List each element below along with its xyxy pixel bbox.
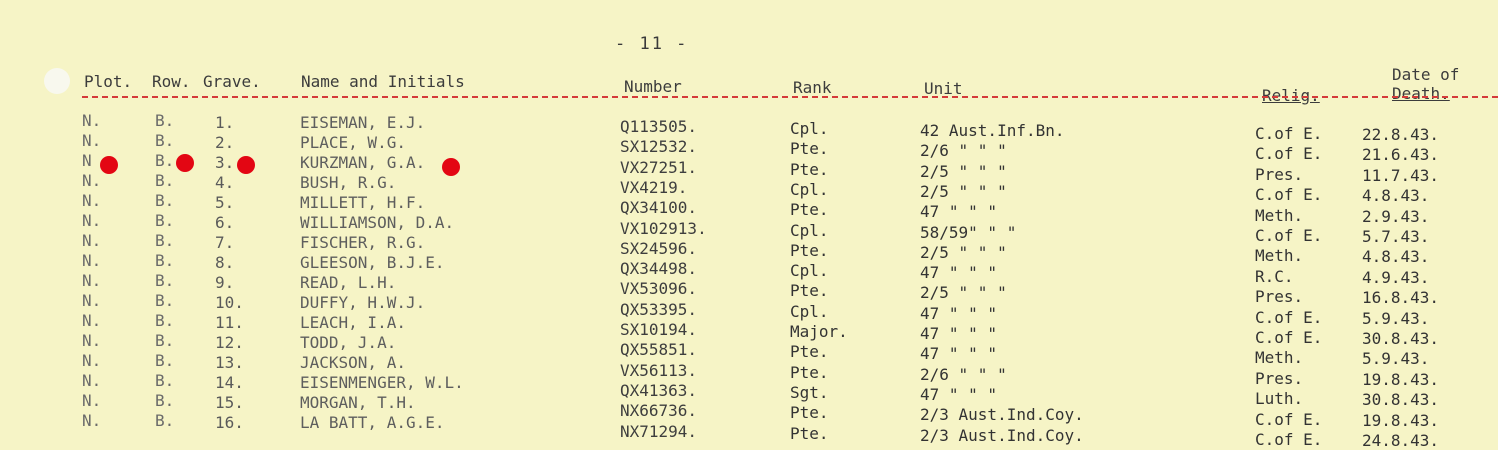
cell-row: B. xyxy=(155,271,175,290)
paper-hole-mark xyxy=(44,68,70,94)
cell-date: 19.8.43. xyxy=(1362,410,1440,430)
cell-plot: N. xyxy=(82,191,102,210)
cell-number: VX53096. xyxy=(620,279,698,299)
cell-number: SX24596. xyxy=(620,238,698,258)
cell-name: EISENMENGER, W.L. xyxy=(300,373,464,392)
header-unit: Unit xyxy=(924,79,963,98)
cell-plot: N. xyxy=(82,311,102,330)
cell-row: B. xyxy=(155,311,175,330)
cell-date: 11.7.43. xyxy=(1362,165,1440,185)
cell-relig: Pres. xyxy=(1255,164,1304,184)
cell-grave: 10. xyxy=(215,293,244,312)
cell-rank: Cpl. xyxy=(790,261,829,281)
cell-rank: Sgt. xyxy=(790,382,829,402)
cell-name: TODD, J.A. xyxy=(300,333,397,352)
cell-relig: Luth. xyxy=(1255,389,1304,409)
cell-date: 30.8.43. xyxy=(1362,390,1440,410)
cell-unit: 2/5 " " " xyxy=(920,161,1007,181)
cell-relig: C.of E. xyxy=(1255,307,1323,327)
cell-row: B. xyxy=(155,391,175,410)
cell-grave: 1. xyxy=(215,113,235,132)
header-rank: Rank xyxy=(793,78,832,97)
cell-date: 5.9.43. xyxy=(1362,349,1430,369)
cell-grave: 9. xyxy=(215,273,235,292)
cell-unit: 58/59" " " xyxy=(920,222,1017,242)
cell-unit: 2/6 " " " xyxy=(920,364,1007,384)
cell-plot: N. xyxy=(82,111,102,130)
cell-relig: C.of E. xyxy=(1255,124,1323,143)
header-relig: Relig. xyxy=(1262,86,1320,105)
cell-rank: Cpl. xyxy=(790,119,829,138)
cell-name: MILLETT, H.F. xyxy=(300,193,426,212)
header-date-line1: Date of xyxy=(1392,65,1460,84)
page-number: - 11 - xyxy=(615,34,689,54)
cell-unit: 47 " " " xyxy=(920,303,998,323)
cell-rank: Pte. xyxy=(790,281,829,301)
cell-plot: N. xyxy=(82,291,102,310)
cell-name: PLACE, W.G. xyxy=(300,133,406,152)
cell-relig: Meth. xyxy=(1255,348,1304,368)
cell-relig: C.of E. xyxy=(1255,328,1323,347)
header-number: Number xyxy=(624,77,682,96)
cell-name: WILLIAMSON, D.A. xyxy=(300,213,455,232)
cell-number: SX10194. xyxy=(620,320,698,339)
cell-date: 4.8.43. xyxy=(1362,247,1430,267)
cell-name: GLEESON, B.J.E. xyxy=(300,253,445,272)
cell-unit: 47 " " " xyxy=(920,202,998,222)
cell-row: B. xyxy=(155,231,175,250)
cell-name: FISCHER, R.G. xyxy=(300,233,426,252)
cell-number: VX4219. xyxy=(620,177,688,197)
cell-plot: N. xyxy=(82,271,102,290)
cell-grave: 3. xyxy=(215,153,235,172)
cell-unit: 47 " " " xyxy=(920,263,998,283)
cell-name: BUSH, R.G. xyxy=(300,173,397,192)
cell-grave: 6. xyxy=(215,213,235,232)
cell-unit: 2/5 " " " xyxy=(920,181,1007,201)
cell-relig: C.of E. xyxy=(1255,144,1323,164)
cell-relig: C.of E. xyxy=(1255,409,1323,429)
cell-unit: 2/3 Aust.Ind.Coy. xyxy=(920,425,1084,445)
cell-plot: N. xyxy=(82,371,102,390)
red-marker-dot xyxy=(176,154,194,172)
cell-name: READ, L.H. xyxy=(300,273,397,292)
cell-name: LA BATT, A.G.E. xyxy=(300,413,445,432)
cell-rank: Cpl. xyxy=(790,301,829,321)
header-plot: Plot. xyxy=(84,72,133,91)
cell-date: 22.8.43. xyxy=(1362,125,1440,144)
cell-number: QX55851. xyxy=(620,340,698,360)
cell-date: 5.9.43. xyxy=(1362,308,1430,328)
cell-row: B. xyxy=(155,151,175,170)
cell-row: B. xyxy=(155,331,175,350)
cell-plot: N. xyxy=(82,351,102,370)
cell-row: B. xyxy=(155,171,175,190)
cell-unit: 2/3 Aust.Ind.Coy. xyxy=(920,405,1084,425)
cell-grave: 7. xyxy=(215,233,235,252)
cell-date: 4.9.43. xyxy=(1362,267,1430,287)
cell-date: 2.9.43. xyxy=(1362,206,1430,226)
cell-number: NX71294. xyxy=(620,421,698,441)
cell-date: 19.8.43. xyxy=(1362,369,1440,389)
cell-rank: Pte. xyxy=(790,362,829,382)
cell-rank: Cpl. xyxy=(790,179,829,199)
cell-unit: 47 " " " xyxy=(920,324,998,343)
cell-plot: N. xyxy=(82,171,102,190)
cell-rank: Pte. xyxy=(790,159,829,179)
cell-rank: Pte. xyxy=(790,403,829,423)
red-marker-dot xyxy=(237,156,255,174)
cell-number: Q113505. xyxy=(620,117,698,136)
cell-rank: Cpl. xyxy=(790,220,829,240)
cell-number: QX34498. xyxy=(620,259,698,279)
cell-grave: 14. xyxy=(215,373,244,392)
header-rule xyxy=(82,96,1498,98)
cell-relig: R.C. xyxy=(1255,266,1294,286)
cell-number: VX27251. xyxy=(620,157,698,177)
cell-date: 21.6.43. xyxy=(1362,145,1440,165)
cell-grave: 2. xyxy=(215,133,235,152)
cell-grave: 16. xyxy=(215,413,244,432)
cell-unit: 47 " " " xyxy=(920,384,998,404)
cell-row: B. xyxy=(155,371,175,390)
header-row: Row. xyxy=(152,72,191,91)
header-grave: Grave. xyxy=(203,72,261,91)
cell-plot: N. xyxy=(82,131,102,150)
cell-row: B. xyxy=(155,131,175,150)
cell-number: VX102913. xyxy=(620,218,707,238)
cell-name: EISEMAN, E.J. xyxy=(300,113,426,132)
cell-relig: Meth. xyxy=(1255,246,1304,266)
cell-date: 5.7.43. xyxy=(1362,227,1430,246)
red-marker-dot xyxy=(442,158,460,176)
cell-plot: N. xyxy=(82,251,102,270)
cell-grave: 13. xyxy=(215,353,244,372)
cell-row: B. xyxy=(155,111,175,130)
cell-row: B. xyxy=(155,251,175,270)
cell-relig: C.of E. xyxy=(1255,430,1323,449)
cell-grave: 11. xyxy=(215,313,244,332)
cell-grave: 4. xyxy=(215,173,235,192)
cell-plot: N. xyxy=(82,211,102,230)
cell-unit: 42 Aust.Inf.Bn. xyxy=(920,121,1065,140)
cell-unit: 2/5 " " " xyxy=(920,283,1007,303)
header-name: Name and Initials xyxy=(301,72,465,91)
cell-grave: 12. xyxy=(215,333,244,352)
cell-name: LEACH, I.A. xyxy=(300,313,406,332)
cell-relig: C.of E. xyxy=(1255,226,1323,245)
cell-plot: N xyxy=(82,151,92,170)
cell-number: QX41363. xyxy=(620,380,698,400)
cell-grave: 5. xyxy=(215,193,235,212)
cell-name: MORGAN, T.H. xyxy=(300,393,416,412)
cell-row: B. xyxy=(155,211,175,230)
cell-rank: Pte. xyxy=(790,200,829,220)
cell-rank: Pte. xyxy=(790,423,829,443)
cell-rank: Pte. xyxy=(790,139,829,159)
cell-rank: Pte. xyxy=(790,342,829,362)
cell-plot: N. xyxy=(82,231,102,250)
cell-date: 4.8.43. xyxy=(1362,186,1430,206)
cell-name: JACKSON, A. xyxy=(300,353,406,372)
cell-unit: 2/6 " " " xyxy=(920,141,1007,161)
header-date-line2: Death. xyxy=(1392,84,1450,103)
cell-number: NX66736. xyxy=(620,401,698,421)
cell-number: SX12532. xyxy=(620,137,698,157)
cell-name: DUFFY, H.W.J. xyxy=(300,293,426,312)
cell-relig: Pres. xyxy=(1255,368,1304,388)
cell-date: 16.8.43. xyxy=(1362,288,1440,308)
cell-relig: Meth. xyxy=(1255,205,1304,225)
cell-row: B. xyxy=(155,191,175,210)
cell-row: B. xyxy=(155,351,175,370)
cell-row: B. xyxy=(155,411,175,430)
cell-number: QX53395. xyxy=(620,299,698,319)
cell-plot: N. xyxy=(82,411,102,430)
cell-number: VX56113. xyxy=(620,360,698,380)
cell-rank: Pte. xyxy=(790,240,829,260)
cell-rank: Major. xyxy=(790,322,848,341)
cell-relig: Pres. xyxy=(1255,287,1304,307)
cell-date: 24.8.43. xyxy=(1362,431,1440,450)
cell-plot: N. xyxy=(82,391,102,410)
red-marker-dot xyxy=(100,156,118,174)
cell-date: 30.8.43. xyxy=(1362,329,1440,348)
cell-grave: 8. xyxy=(215,253,235,272)
cell-grave: 15. xyxy=(215,393,244,412)
cell-row: B. xyxy=(155,291,175,310)
cell-unit: 47 " " " xyxy=(920,344,998,364)
cell-number: QX34100. xyxy=(620,198,698,218)
cell-unit: 2/5 " " " xyxy=(920,242,1007,262)
cell-name: KURZMAN, G.A. xyxy=(300,153,426,172)
cell-relig: C.of E. xyxy=(1255,185,1323,205)
cell-plot: N. xyxy=(82,331,102,350)
